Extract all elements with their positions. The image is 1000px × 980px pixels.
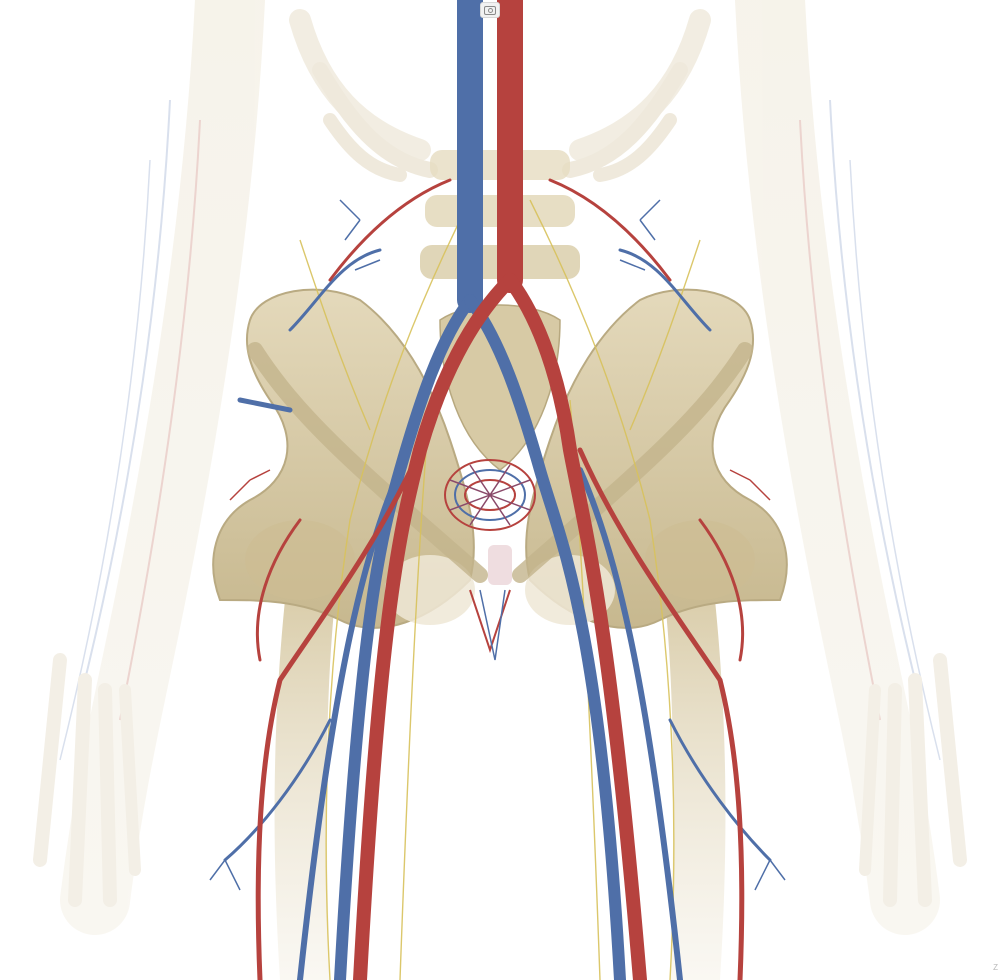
- camera-icon[interactable]: [480, 2, 500, 18]
- camera-icon-glyph: [484, 6, 496, 15]
- faded-right-arm: [770, 0, 960, 900]
- corner-marker: Z: [993, 963, 998, 972]
- faded-left-arm: [40, 0, 230, 900]
